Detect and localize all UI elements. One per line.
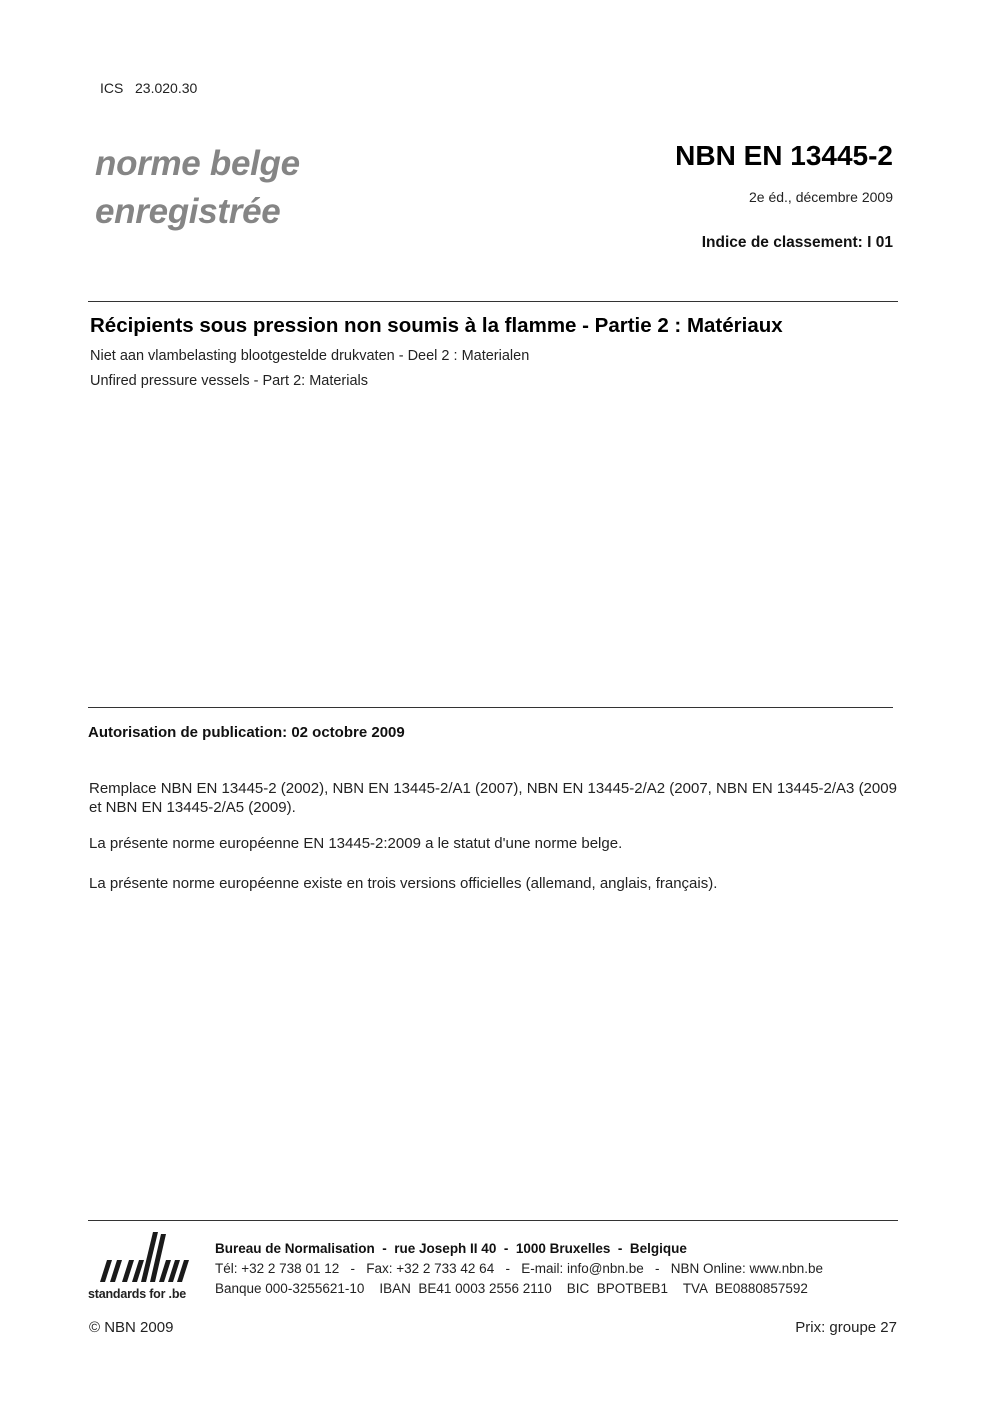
document-number: NBN EN 13445-2 [675, 140, 893, 171]
versions-paragraph: La présente norme européenne existe en trois versions officielles (allemand, anglais, français). [89, 875, 718, 892]
status-paragraph: La présente norme européenne EN 13445-2:2009 a le statut d'une norme belge. [89, 835, 623, 852]
brand-line-1: norme belge [95, 144, 300, 183]
title-english: Unfired pressure vessels - Part 2: Materials [90, 373, 369, 389]
price-group: Prix: groupe 27 [795, 1319, 897, 1336]
ics-code: ICS 23.020.30 [100, 80, 198, 96]
footer-divider [88, 1220, 898, 1221]
publication-authorisation: Autorisation de publication: 02 octobre 2009 [88, 724, 405, 741]
copyright: © NBN 2009 [89, 1319, 174, 1336]
footer-contact: Tél: +32 2 738 01 12 - Fax: +32 2 733 42 64 - E-mail: info@nbn.be - NBN Online: www.nbn.be [215, 1261, 824, 1276]
footer-address: Bureau de Normalisation - rue Joseph II 40 - 1000 Bruxelles - Belgique [215, 1241, 687, 1256]
title-french: Récipients sous pression non soumis à la flamme - Partie 2 : Matériaux [90, 314, 783, 337]
top-divider [88, 301, 898, 302]
brand-line-2: enregistrée [95, 192, 281, 231]
footer-bank: Banque 000-3255621-10 IBAN BE41 0003 2556 2110 BIC BPOTBEB1 TVA BE0880857592 [215, 1281, 808, 1296]
middle-divider [88, 707, 893, 708]
title-dutch: Niet aan vlambelasting blootgestelde drukvaten - Deel 2 : Materialen [90, 348, 530, 364]
replaces-paragraph: Remplace NBN EN 13445-2 (2002), NBN EN 13445-2/A1 (2007), NBN EN 13445-2/A2 (2007, NBN EN 13445-2/A3 (2009 et NBN EN 13445-2/A5 (2009). [89, 780, 897, 816]
brand-title [95, 140, 300, 236]
edition-date: 2e éd., décembre 2009 [749, 189, 893, 205]
classification-index: Indice de classement: I 01 [701, 234, 893, 251]
logo-tagline: standards for .be [88, 1287, 187, 1301]
